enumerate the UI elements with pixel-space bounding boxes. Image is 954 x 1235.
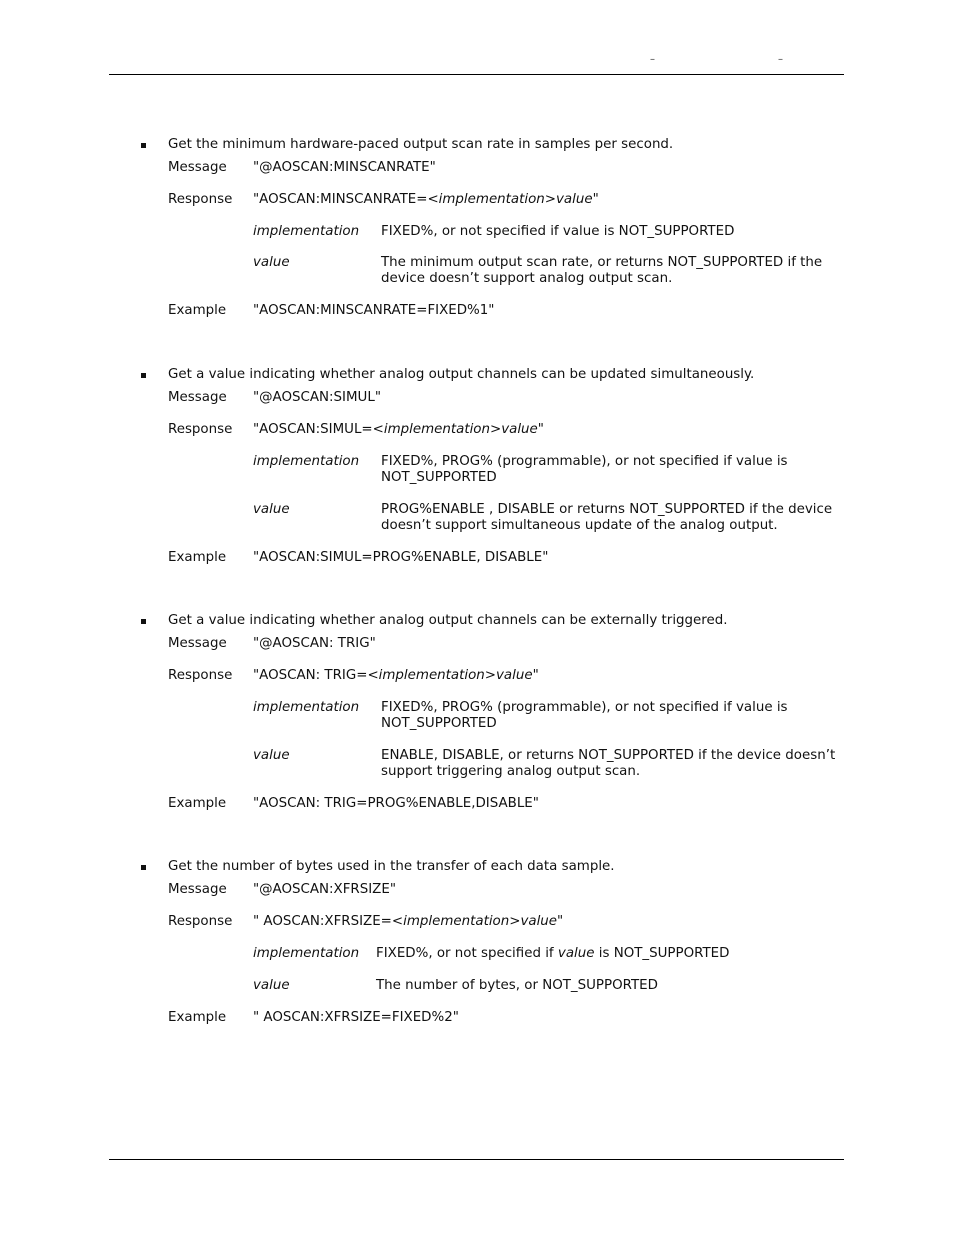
param-name: implementation xyxy=(253,946,360,961)
message-label: Message xyxy=(168,882,227,897)
param-name: value xyxy=(253,978,290,993)
example-value: "AOSCAN:SIMUL=PROG%ENABLE, DISABLE" xyxy=(253,550,549,565)
param-name: implementation xyxy=(253,700,360,715)
param-description: PROG%ENABLE , DISABLE or returns NOT_SUPPORTED if the device doesn’t support simultaneous update of the analog output. xyxy=(381,502,833,533)
message-label: Message xyxy=(168,390,227,405)
header-rule xyxy=(109,74,844,75)
bullet xyxy=(141,619,146,624)
param-name: value xyxy=(253,255,290,270)
example-label: Example xyxy=(168,550,227,565)
example-value: " AOSCAN:XFRSIZE=FIXED%2" xyxy=(253,1010,459,1025)
param-name: value xyxy=(253,748,290,763)
bullet xyxy=(141,865,146,870)
example-value: "AOSCAN: TRIG=PROG%ENABLE,DISABLE" xyxy=(253,796,539,811)
bullet xyxy=(141,143,146,148)
response-label: Response xyxy=(168,668,233,683)
response-label: Response xyxy=(168,192,233,207)
response-label: Response xyxy=(168,422,233,437)
command-description: Get a value indicating whether analog output channels can be updated simultaneously. xyxy=(168,367,755,382)
param-name: value xyxy=(253,502,290,517)
command-description: Get the number of bytes used in the transfer of each data sample. xyxy=(168,859,615,874)
message-value: "@AOSCAN:SIMUL" xyxy=(253,390,381,405)
param-description: The minimum output scan rate, or returns NOT_SUPPORTED if the device doesn’t support analog output scan. xyxy=(381,255,823,286)
response-value: "AOSCAN:SIMUL=<implementation>value" xyxy=(253,422,544,437)
example-label: Example xyxy=(168,796,227,811)
command-description: Get a value indicating whether analog output channels can be externally triggered. xyxy=(168,613,728,628)
param-description: FIXED%, PROG% (programmable), or not specified if value is NOT_SUPPORTED xyxy=(381,700,788,731)
response-value: " AOSCAN:XFRSIZE=<implementation>value" xyxy=(253,914,564,929)
example-value: "AOSCAN:MINSCANRATE=FIXED%1" xyxy=(253,303,495,318)
response-value: "AOSCAN: TRIG=<implementation>value" xyxy=(253,668,539,683)
param-name: implementation xyxy=(253,224,360,239)
param-description: The number of bytes, or NOT_SUPPORTED xyxy=(376,978,658,993)
param-name: implementation xyxy=(253,454,360,469)
message-label: Message xyxy=(168,160,227,175)
header-mark-right: – xyxy=(778,54,783,65)
response-value: "AOSCAN:MINSCANRATE=<implementation>value" xyxy=(253,192,599,207)
message-label: Message xyxy=(168,636,227,651)
message-value: "@AOSCAN:MINSCANRATE" xyxy=(253,160,436,175)
example-label: Example xyxy=(168,303,227,318)
message-value: "@AOSCAN:XFRSIZE" xyxy=(253,882,396,897)
example-label: Example xyxy=(168,1010,227,1025)
footer-rule xyxy=(109,1159,844,1160)
message-value: "@AOSCAN: TRIG" xyxy=(253,636,376,651)
param-description: FIXED%, PROG% (programmable), or not specified if value is NOT_SUPPORTED xyxy=(381,454,788,485)
param-description: ENABLE, DISABLE, or returns NOT_SUPPORTED if the device doesn’t support triggering analog output scan. xyxy=(381,748,836,779)
header-mark-left: – xyxy=(650,54,655,65)
param-description: FIXED%, or not specified if value is NOT_SUPPORTED xyxy=(381,224,735,239)
bullet xyxy=(141,373,146,378)
param-description: FIXED%, or not specified if value is NOT_SUPPORTED xyxy=(376,946,730,961)
command-description: Get the minimum hardware-paced output scan rate in samples per second. xyxy=(168,137,674,152)
response-label: Response xyxy=(168,914,233,929)
